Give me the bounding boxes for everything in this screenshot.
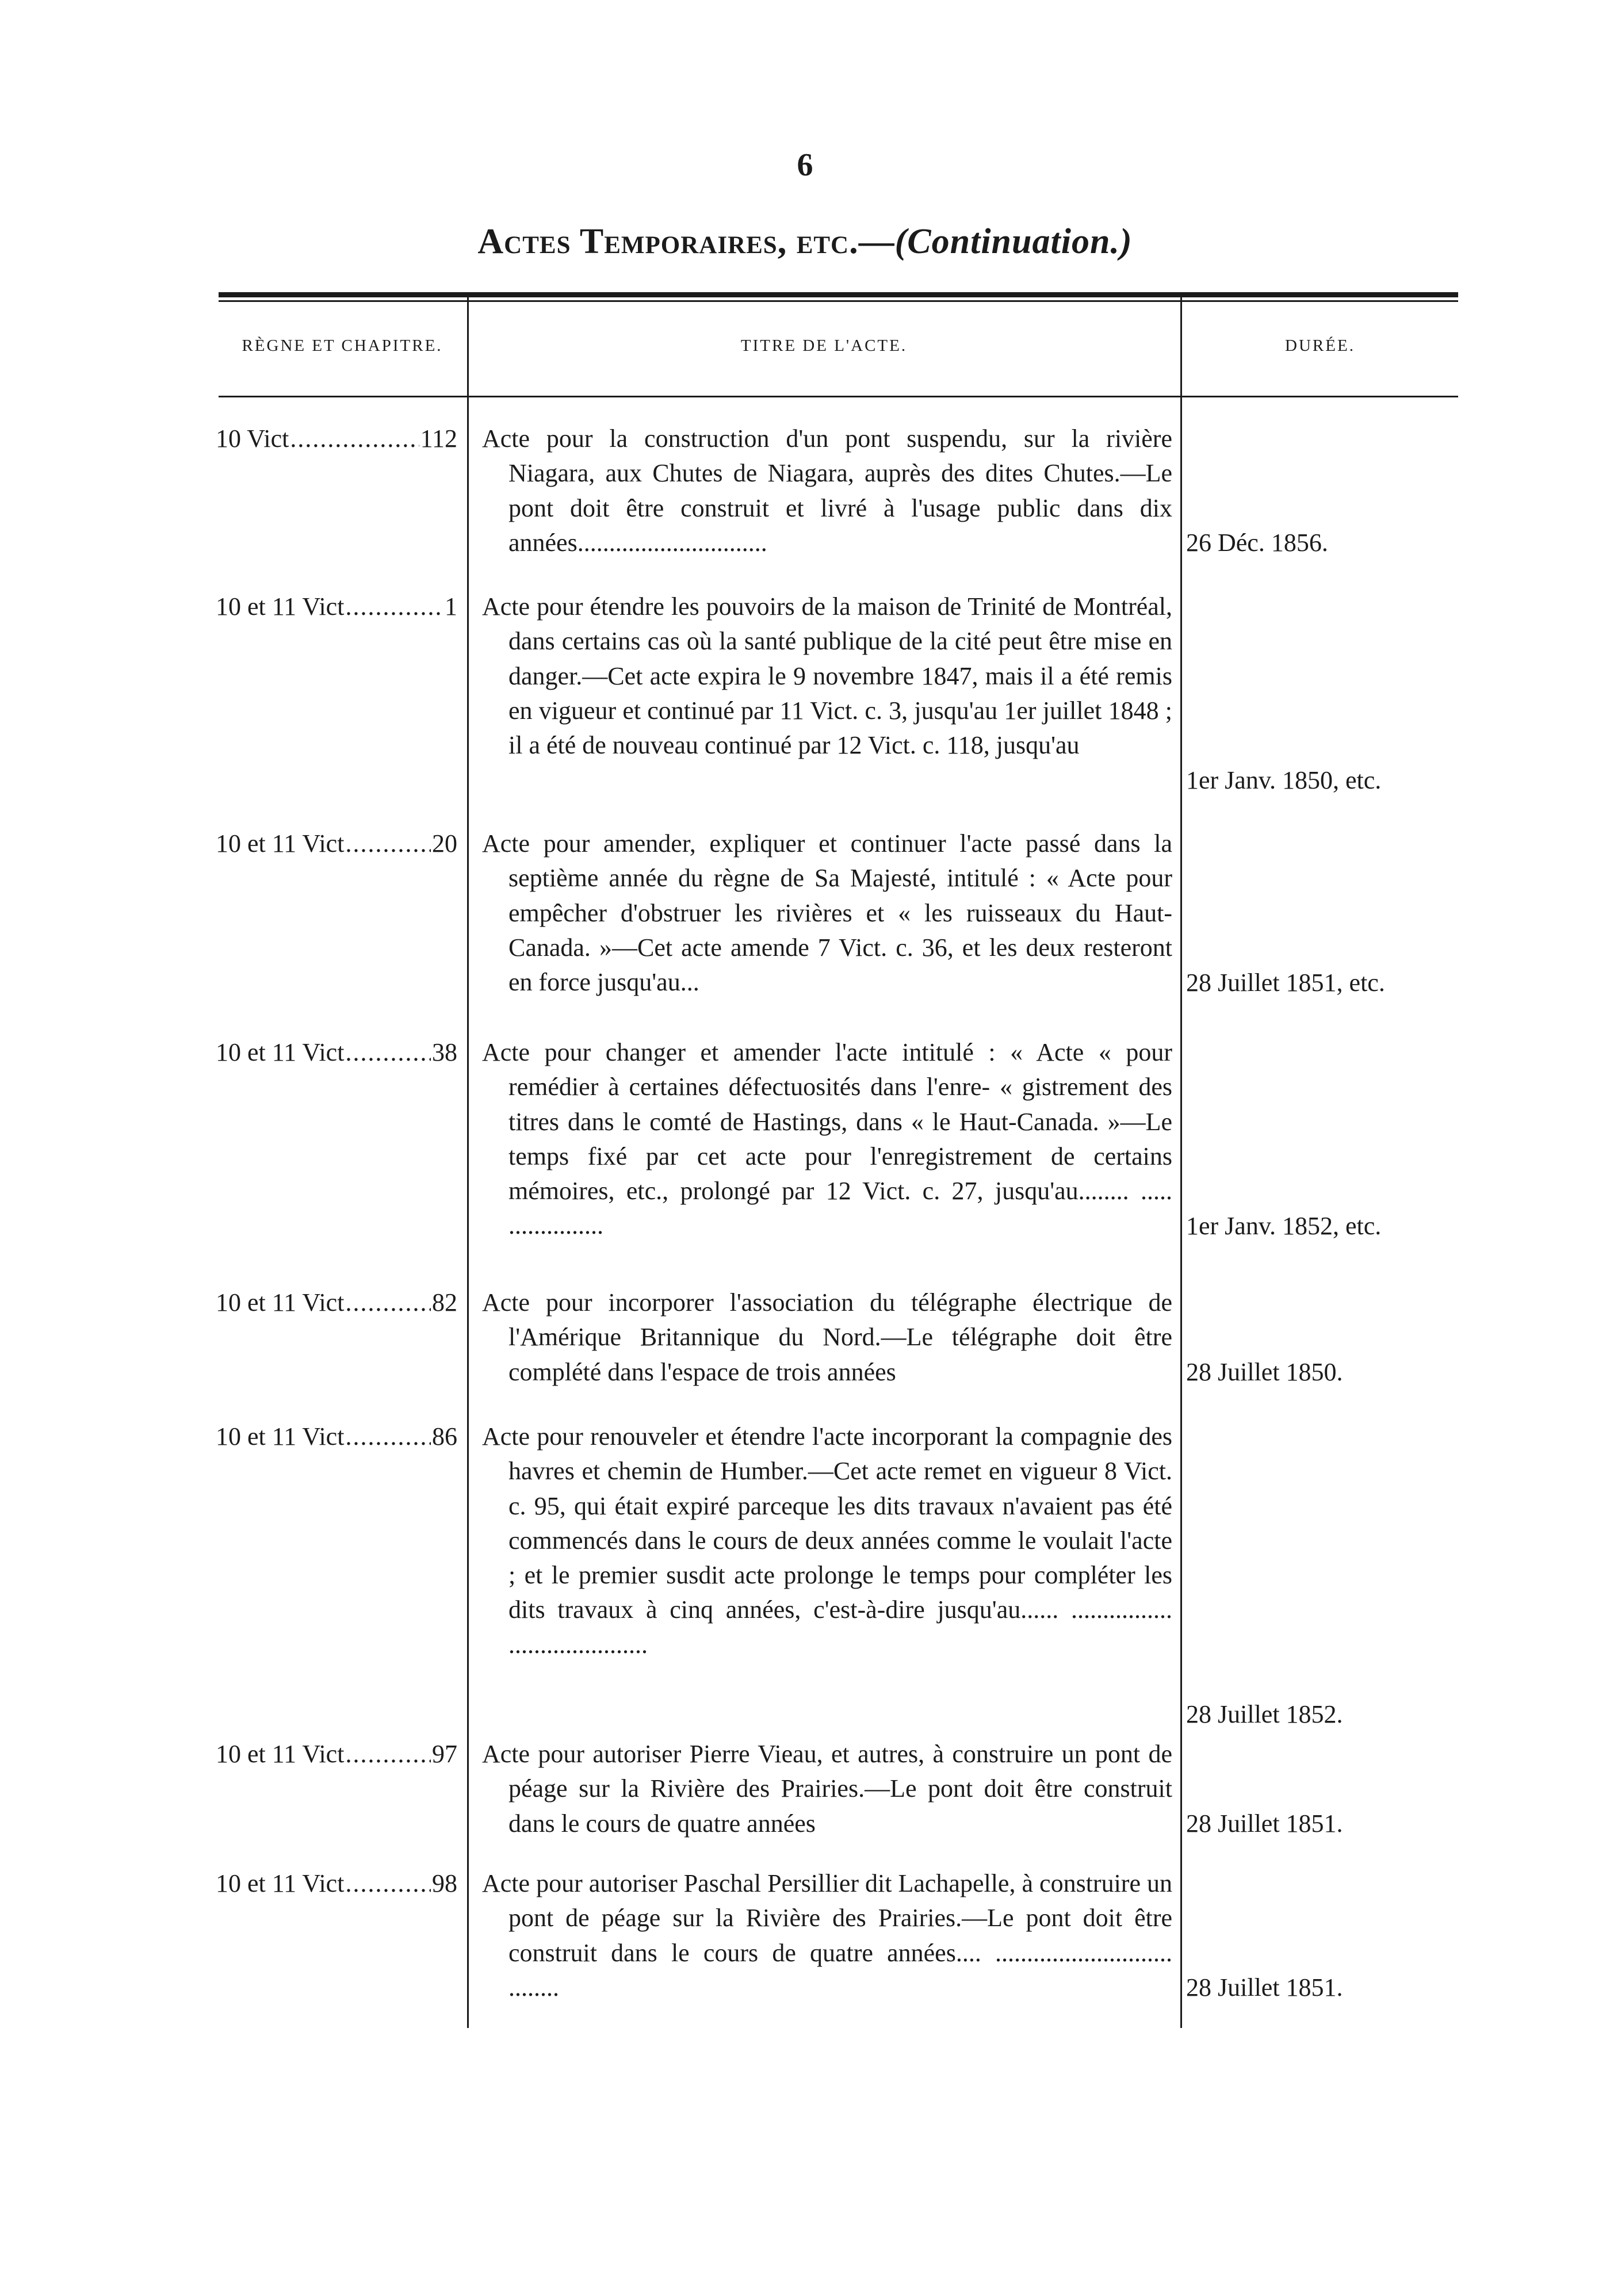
running-title-main: Actes Temporaires, etc.	[477, 222, 859, 261]
duree-cell: 28 Juillet 1850.	[1186, 1358, 1343, 1386]
column-divider-right	[1180, 297, 1182, 2028]
regne-leader	[345, 590, 443, 624]
regne-leader	[345, 1737, 431, 1771]
duree-cell: 28 Juillet 1852.	[1186, 1700, 1343, 1728]
regne-leader	[345, 1285, 431, 1320]
regne-label: 10 et 11 Vict	[216, 1288, 345, 1317]
titre-cell	[482, 1285, 1172, 1390]
column-header-titre: TITRE DE L'ACTE.	[740, 336, 908, 355]
regne-leader	[345, 1035, 431, 1070]
column-header-duree: DURÉE.	[1285, 336, 1355, 355]
table-top-rule-thin	[219, 300, 1458, 302]
duree-cell: 26 Déc. 1856.	[1186, 529, 1328, 557]
regne-chapter: 20	[432, 829, 457, 858]
regne-chapter: 86	[432, 1422, 457, 1451]
regne-label: 10 et 11 Vict	[216, 1038, 345, 1066]
running-title	[0, 221, 1610, 262]
regne-chapter: 97	[432, 1740, 457, 1768]
duree-cell: 1er Janv. 1850, etc.	[1186, 766, 1382, 794]
titre-cell	[482, 422, 1172, 560]
regne-chapter: 1	[445, 592, 457, 621]
regne-leader	[345, 826, 431, 861]
regne-cell	[216, 1285, 457, 1320]
titre-text: Acte pour la construction d'un pont suspendu, sur la rivière Niagara, aux Chutes de Niagara, auprès des dites Chutes.—Le pont doit être construit et livré à l'usage public dans dix années..............................	[482, 424, 1172, 557]
regne-cell	[216, 1419, 457, 1454]
regne-cell	[216, 1035, 457, 1070]
duree-cell: 28 Juillet 1851.	[1186, 1973, 1343, 2002]
regne-chapter: 82	[432, 1288, 457, 1317]
duree-cell: 28 Juillet 1851, etc.	[1186, 969, 1385, 997]
regne-cell	[216, 1866, 457, 1901]
regne-label: 10 et 11 Vict	[216, 1422, 345, 1451]
regne-cell	[216, 422, 457, 456]
regne-chapter: 98	[432, 1869, 457, 1897]
titre-cell	[482, 1866, 1172, 2005]
regne-label: 10 et 11 Vict	[216, 1869, 345, 1897]
titre-text: Acte pour étendre les pouvoirs de la maison de Trinité de Montréal, dans certains cas où la santé publique de la cité peut être mise en danger.—Cet acte expira le 9 novembre 1847, mais il a été remis en vigueur et continué par 11 Vict. c. 3, jusqu'au 1er juillet 1848 ; il a été de nouveau continué par 12 Vict. c. 118, jusqu'au	[482, 592, 1172, 760]
titre-cell	[482, 1419, 1172, 1662]
regne-label: 10 et 11 Vict	[216, 829, 345, 858]
regne-leader	[345, 1419, 431, 1454]
titre-cell	[482, 590, 1172, 763]
titre-text: Acte pour autoriser Paschal Persillier dit Lachapelle, à construire un pont de péage sur la Rivière des Prairies.—Le pont doit être construit dans le cours de quatre années.... ............................ ........	[482, 1869, 1172, 2002]
regne-label: 10 et 11 Vict	[216, 1740, 345, 1768]
table-top-rule	[219, 292, 1458, 297]
titre-text: Acte pour changer et amender l'acte intitulé : « Acte « pour remédier à certaines défectuosités dans l'enre- « gistrement des titres dans le comté de Hastings, dans « le Haut-Canada. »—Le temps fixé par cet acte pour l'enregistrement de certains mémoires, etc., prolongé par 12 Vict. c. 27, jusqu'au........ ..... ...............	[482, 1038, 1172, 1240]
titre-cell	[482, 1035, 1172, 1243]
regne-label: 10 Vict	[216, 424, 289, 453]
regne-cell	[216, 1737, 457, 1771]
regne-chapter: 112	[420, 424, 457, 453]
regne-cell	[216, 826, 457, 861]
regne-leader	[345, 1866, 431, 1901]
table-header-rule	[219, 396, 1458, 397]
regne-chapter: 38	[432, 1038, 457, 1066]
page-number: 6	[797, 147, 813, 183]
regne-cell	[216, 590, 457, 624]
column-header-regne: RÈGNE ET CHAPITRE.	[242, 336, 443, 355]
running-title-continuation: (Continuation.)	[894, 222, 1133, 261]
regne-leader	[290, 422, 419, 456]
titre-text: Acte pour incorporer l'association du télégraphe électrique de l'Amérique Britannique du Nord.—Le télégraphe doit être complété dans l'espace de trois années	[482, 1288, 1172, 1386]
titre-cell	[482, 826, 1172, 1000]
titre-text: Acte pour renouveler et étendre l'acte incorporant la compagnie des havres et chemin de Humber.—Cet acte remet en vigueur 8 Vict. c. 95, qui était expiré parceque les dits travaux n'avaient pas été commencés dans le cours de deux années comme le voulait l'acte ; et le premier susdit acte prolonge le temps pour compléter les dits travaux à cinq années, c'est-à-dire jusqu'au...... ................ ......................	[482, 1422, 1172, 1659]
duree-cell: 1er Janv. 1852, etc.	[1186, 1212, 1382, 1240]
titre-text: Acte pour autoriser Pierre Vieau, et autres, à construire un pont de péage sur la Rivière des Prairies.—Le pont doit être construit dans le cours de quatre années	[482, 1740, 1172, 1838]
duree-cell: 28 Juillet 1851.	[1186, 1809, 1343, 1838]
titre-cell	[482, 1737, 1172, 1841]
running-title-separator: —	[858, 222, 895, 261]
column-divider-left	[467, 297, 469, 2028]
regne-label: 10 et 11 Vict	[216, 592, 345, 621]
titre-text: Acte pour amender, expliquer et continuer l'acte passé dans la septième année du règne de Sa Majesté, intitulé : « Acte pour empêcher d'obstruer les rivières et « les ruisseaux du Haut-Canada. »—Cet acte amende 7 Vict. c. 36, et les deux resteront en force jusqu'au...	[482, 829, 1172, 997]
